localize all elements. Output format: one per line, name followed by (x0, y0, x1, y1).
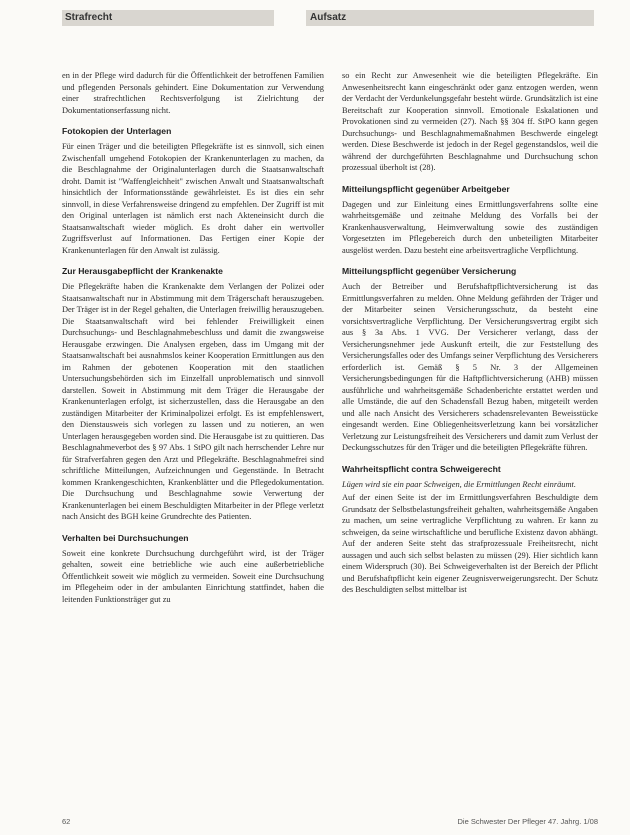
issue-reference: Die Schwester Der Pfleger 47. Jahrg. 1/08 (457, 817, 598, 826)
left-column (62, 70, 324, 605)
paragraph: en in der Pflege wird dadurch für die Öffentlichkeit der betroffenen Familien und pflegenden Personals gehindert. Eine Dokumentation zur Verwendung einer strafrechtlichen Rechtsverfolgung ist Zielrichtung der Dokumentationserfassung nicht. (62, 71, 324, 115)
page-header (62, 10, 594, 26)
lead-text: Lügen wird sie ein paar Schweigen, die Ermittlungen Recht einräumt. (342, 479, 576, 489)
section-label-left: Strafrecht (62, 10, 274, 26)
paragraph: so ein Recht zur Anwesenheit wie die beteiligten Pflegekräfte. Ein Anwesenheitsrecht kann eingeschränkt oder ganz entzogen werden, wenn der Verdacht der Verdunkelungsgefahr besteht würde. Grundsätzlich ist eine Bereitschaft zur Kooperation sinnvoll. Emotionale Eskalationen und Provokationen sind zu vermeiden (27). Nach §§ 304 ff. StPO kann gegen Durchsuchungs- und Beschlagnahmemaßnahmen Beschwerde eingelegt werden. Diese Beschwerde ist jedoch in der Regel gegenstandslos, weil die während der durchgeführten Beschlagnahme und Durchsuchung schon prozessual überholt ist (28). (342, 71, 598, 172)
paragraph: Dagegen und zur Einleitung eines Ermittlungsverfahrens sollte eine wahrheitsgemäße und zeitnahe Meldung des Vorfalls bei der Krankenhausverwaltung, Heimverwaltung sowie des zuständigen Vorgesetzten im Pflegebereich durch den unbeteiligten Mitarbeiter ausgelöst werden. Dazu besteht eine arbeitsvertragliche Verpflichtung. (342, 199, 598, 255)
section-heading: Fotokopien der Unterlagen (62, 126, 172, 136)
paragraph: Für einen Träger und die beteiligten Pflegekräfte ist es sinnvoll, sich einen Zwischenfall umgehend Fotokopien der Krankenunterlagen zu machen, da die Beschlagnahme der Originalunterlagen durch die Staatsanwaltschaft droht. Damit ist "Waffengleichheit" zwischen Anwalt und Staatsanwaltschaft hinsichtlich der Informationsstände gewährleistet. Es ist dies ein sehr sinnvoll, in diese Verfahrensweise dringend zu empfehlen. Der Zugriff ist mit den Original unterlagen ist nämlich erst nach Akteneinsicht durch die Staatsanwaltschaft wieder möglich. Es droht daher ein wertvoller Zugriffsverlust auf Informationen. Das Fertigen einer Kopie der Krankenunterlagen für den Anwalt ist zulässig. (62, 142, 324, 255)
section-heading: Mitteilungspflicht gegenüber Arbeitgeber (342, 183, 510, 194)
section-heading: Wahrheitspflicht contra Schweigerecht (342, 463, 501, 474)
section-heading: Verhalten bei Durchsuchungen (62, 532, 189, 543)
section-heading: Zur Herausgabepflicht der Krankenakte (62, 266, 223, 276)
page-footer (62, 817, 598, 829)
paragraph: Die Pflegekräfte haben die Krankenakte dem Verlangen der Polizei oder Staatsanwaltschaft nur in Abstimmung mit dem Trägerschaft herauszugeben. Der Träger ist in der Regel gehalten, die Unterlagen freiwillig herauszugeben. Die Staatsanwaltschaft wird bei fehlender Freiwilligkeit einen Durchsuchungs- und Beschlagnahmebeschluss und damit die zwangsweise Herausgabe erzwingen. Die Analysen ergeben, dass im Umgang mit der Staatsanwaltschaft bei ausnahmslos keiner Kooperation Ermittlungen aus den im Rahmen der gebotenen Kooperation mit den staatlichen Untersuchungsbehörden sich im Einzelfall unproblematisch und sinnvoll darstellen. Soweit in Abstimmung mit dem Träger die Herausgabe der Krankenunterlagen erfolgt, ist sicherzustellen, dass die Herausgabe an den zuständigen Mitarbeiter der Kriminalpolizei erfolgt. Es ist empfehlenswert, den Dienstausweis sich vorlegen zu lassen und zu notieren, an wen Unterlagen herausgegeben worden sind. Die Herausgabe ist zu quittieren. Das Beschlagnahmeverbot des § 97 Abs. 1 StPO gilt nach herrschender Lehre nur für Strafverfahren gegen den Arzt und Pflegekräfte. Beschlagnahmefrei sind schriftliche Mitteilungen, Aufzeichnungen und Gegenstände. In Betracht kommen Krankengeschichten, Krankenblätter und die Pflegedokumentation. Die Durchsuchung und Beschlagnahme sowie Verwertung der Krankenunterlagen bei einem Beschuldigten Mitarbeiter in der Pflege verletzt nach Ansicht des BGH keine Grundrechte des Patienten. (62, 282, 324, 521)
right-column (342, 70, 598, 596)
paragraph: Auch der Betreiber und Berufshaftpflichtversicherung ist das Ermittlungsverfahren zu melden. Ohne Meldung gefährden der Träger und der Mitarbeiter seinen Versicherungsschutz, da besteht eine vorsichtsvertragliche Verpflichtung. Der Versicherungsvertrag ergibt sich aus § 3a Abs. 1 VVG. Der Versicherer verlangt, dass der Versicherungsnehmer jede Auskunft erteilt, die zur Feststellung des Versicherungsfalles oder des Umfangs seiner Verpflichtung des Versicherers erforderlich ist. Gemäß § 5 Nr. 3 der Allgemeinen Versicherungsbedingungen für die Haftpflichtversicherung (AHB) müssen ausführliche und wahrheitsgemäße Schadenberichte erstattet werden und alle Umstände, die auf den Schadensfall Bezug haben, mitgeteilt werden und alle nach Ansicht des Versicherers schadensrelevanten Beweisstücke eingesandt werden. Eine Obliegenheitsverletzung kann bei vorsätzlicher Verletzung zur Leistungsfreiheit des Versicherers und damit zum Verlust der Deckungsschutzes für den Träger und die beteiligten Pflegekräfte führen. (342, 282, 598, 452)
section-label-right: Aufsatz (306, 10, 594, 26)
paragraph: Soweit eine konkrete Durchsuchung durchgeführt wird, ist der Träger gehalten, soweit eine betriebliche wie auch eine außerbetriebliche Öffentlichkeit soweit wie möglich zu vermeiden. Soweit eine Durchsuchung im Pflegeheim oder in der ambulanten Einrichtung stattfindet, haben die leitenden Funktionsträger gut zu (62, 548, 324, 604)
section-heading: Mitteilungspflicht gegenüber Versicherung (342, 266, 517, 276)
page-number: 62 (62, 817, 71, 826)
paragraph: Auf der einen Seite ist der im Ermittlungsverfahren Beschuldigte dem Grundsatz der Selbstbelastungsfreiheit gehalten, wahrheitsgemäße Angaben zu machen, um seine vertragliche Verpflichtung zu wahren. Er kann zu schweigen, da seine wirtschaftliche und berufliche Existenz davon abhängt. Auf der anderen Seite steht das strafprozessuale Freiheitsrecht, nicht aussagen und auch sich selbst belasten zu müssen (29). Hier sichtlich kann einem Widerspruch (30). Bei Schweigeverhalten ist der Bereich der Pflicht und Berufshaftpflicht kein eigener Zeugnisverweigerungsrecht. Der Schutz des Beschuldigten selbst mittelbar ist (342, 493, 598, 594)
